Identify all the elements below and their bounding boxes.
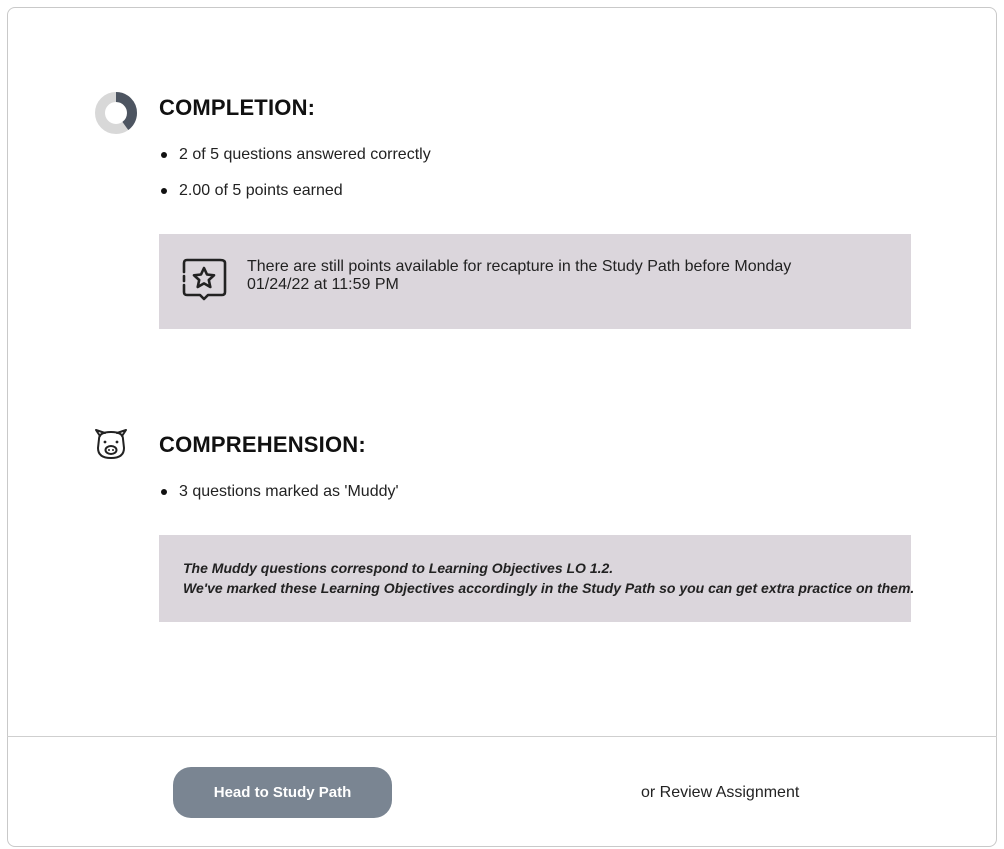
muddy-line: The Muddy questions correspond to Learning Objectives LO 1.2. [183,560,614,576]
completion-title: COMPLETION: [159,95,316,120]
head-to-study-path-button[interactable]: Head to Study Path [173,767,392,818]
star-badge-icon [182,258,228,304]
donut-progress-icon [94,91,138,135]
comprehension-list [159,482,399,518]
list-item: 2 of 5 questions answered correctly [159,145,431,165]
notice-line: There are still points available for recapture in the Study Path before Monday [247,258,792,275]
muddy-notice [159,535,915,622]
notice-line: 01/24/22 at 11:59 PM [247,276,399,293]
list-item: 2.00 of 5 points earned [159,181,431,201]
results-card [7,7,997,847]
footer-divider [7,736,997,737]
list-item: 3 questions marked as 'Muddy' [159,482,399,502]
pig-icon [93,427,129,461]
recapture-notice [159,234,911,329]
comprehension-title: COMPREHENSION: [159,432,366,457]
completion-list [159,145,431,217]
muddy-line: We've marked these Learning Objectives accordingly in the Study Path so you can get extra practice on them. [183,580,915,596]
review-assignment-link[interactable]: or Review Assignment [641,784,800,801]
